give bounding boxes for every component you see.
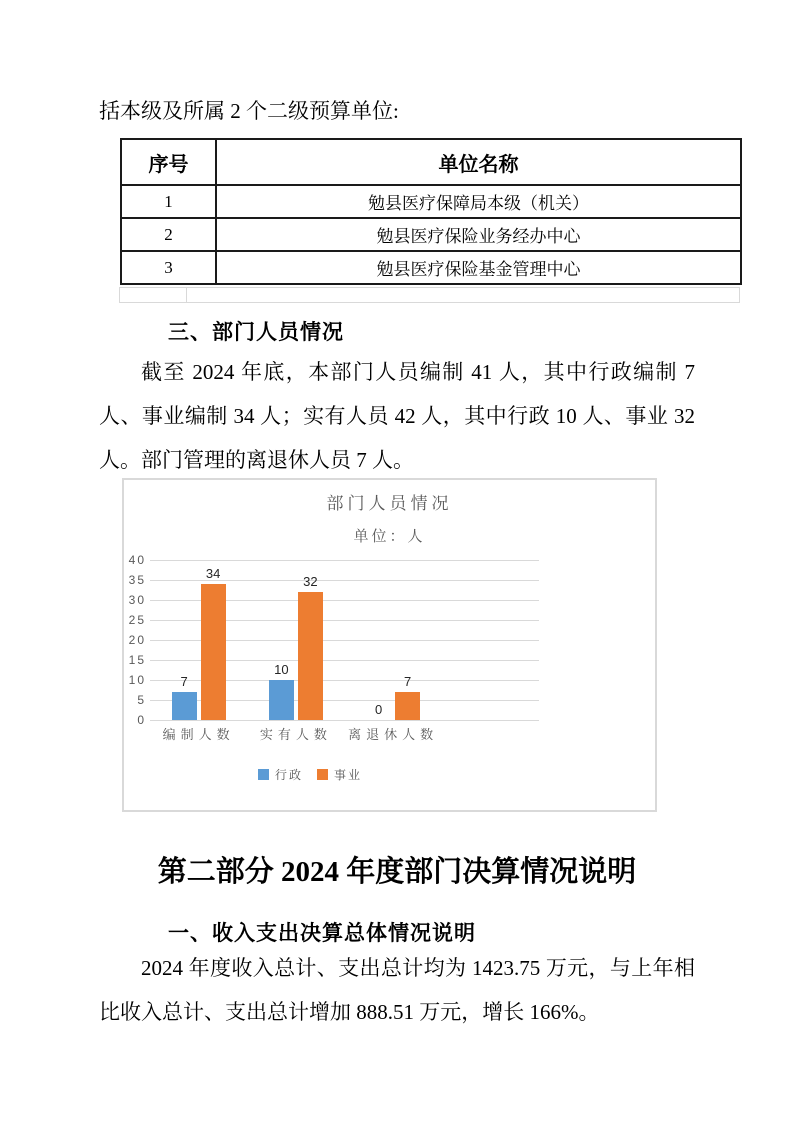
y-axis-tick: 10 (128, 673, 146, 687)
y-axis-tick: 20 (128, 633, 146, 647)
intro-line: 括本级及所属 2 个二级预算单位: (99, 99, 399, 123)
table-header-name: 单位名称 (216, 139, 741, 185)
legend-item (317, 766, 362, 783)
chart-plot-area (128, 553, 539, 742)
table-header-no: 序号 (121, 139, 216, 185)
legend-swatch-行政 (258, 769, 269, 780)
empty-grid-divider (186, 288, 187, 302)
legend-label: 行政 (274, 768, 303, 782)
bar-事业-离退休人数 (395, 692, 420, 720)
row-unit-name: 勉县医疗保障局本级（机关） (216, 185, 741, 218)
bar-value-label: 7 (180, 674, 188, 689)
bar-value-label: 32 (303, 574, 318, 589)
table-header-row (121, 139, 741, 185)
row-no: 1 (121, 185, 216, 218)
row-no: 3 (121, 251, 216, 284)
bar-事业-实有人数 (298, 592, 323, 720)
gridline (150, 560, 539, 561)
personnel-bar-chart (122, 478, 657, 812)
legend-swatch-事业 (317, 769, 328, 780)
legend-label: 事业 (334, 768, 363, 782)
chart-title: 部门人员情况 (326, 494, 453, 513)
section1-heading: 一、收入支出决算总体情况说明 (168, 922, 476, 945)
section1-paragraph: 2024 年度收入总计、支出总计均为 1423.75 万元，与上年相比收入总计、支出总计增加 888.51 万元，增长 166%。 (99, 956, 695, 1024)
bar-事业-编制人数 (201, 584, 226, 720)
bar-value-label: 0 (375, 702, 383, 717)
x-axis-label: 编制人数 (162, 727, 235, 742)
budget-units-table (120, 138, 742, 285)
legend-item (258, 766, 303, 783)
y-axis-tick: 15 (128, 653, 146, 667)
y-axis-tick: 0 (137, 713, 146, 727)
chart-subtitle: 单位：人 (353, 528, 426, 545)
row-unit-name: 勉县医疗保险基金管理中心 (216, 251, 741, 284)
empty-grid-row (119, 287, 740, 303)
y-axis-tick: 40 (128, 553, 146, 567)
table-row (121, 251, 741, 284)
x-axis-label: 实有人数 (259, 727, 332, 742)
bar-value-label: 34 (205, 566, 221, 581)
chart-legend (150, 766, 470, 783)
y-axis-tick: 30 (128, 593, 146, 607)
bar-行政-实有人数 (269, 680, 294, 720)
bar-value-label: 7 (404, 674, 412, 689)
bar-行政-编制人数 (172, 692, 197, 720)
section3-heading: 三、部门人员情况 (168, 321, 344, 344)
y-axis-tick: 25 (128, 613, 146, 627)
bar-value-label: 10 (274, 662, 289, 677)
y-axis-tick: 35 (128, 573, 146, 587)
part2-title: 第二部分 2024 年度部门决算情况说明 (157, 856, 637, 888)
row-unit-name: 勉县医疗保险业务经办中心 (216, 218, 741, 251)
row-no: 2 (121, 218, 216, 251)
x-axis-label: 离退休人数 (348, 727, 439, 742)
table-row (121, 218, 741, 251)
section3-paragraph: 截至 2024 年底，本部门人员编制 41 人，其中行政编制 7 人、事业编制 34 人；实有人员 42 人，其中行政 10 人、事业 32 人。部门管理的离退休人员 7 人。 (99, 360, 695, 472)
table-row (121, 185, 741, 218)
y-axis-tick: 5 (137, 693, 146, 707)
